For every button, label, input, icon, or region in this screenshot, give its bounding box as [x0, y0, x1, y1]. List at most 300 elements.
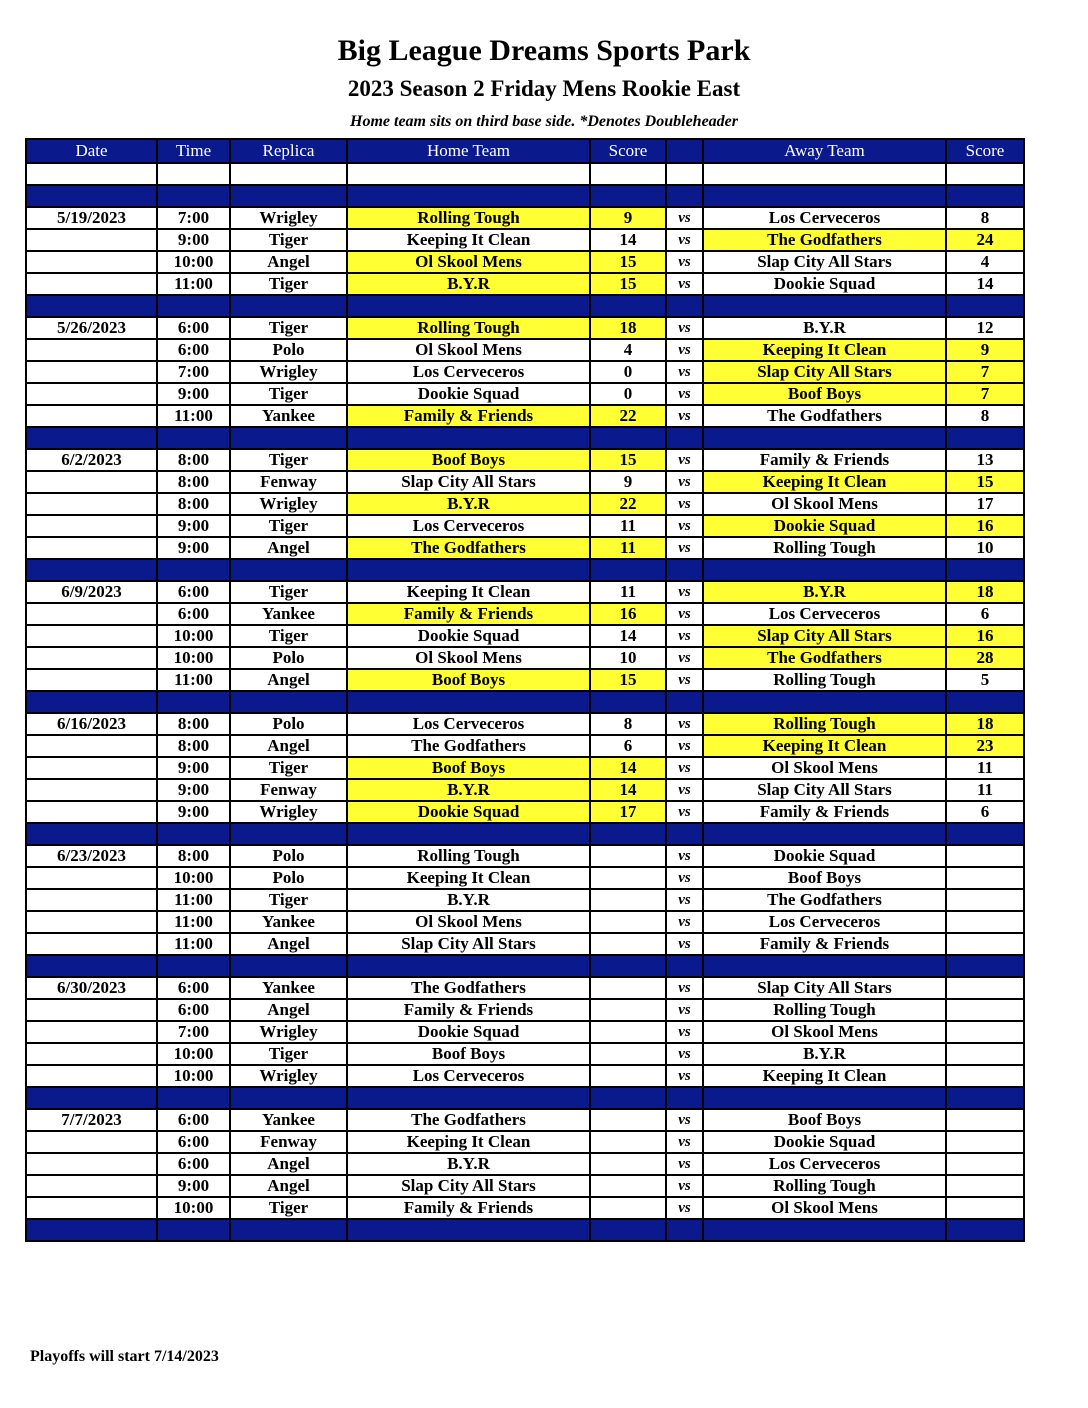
game-row: [26, 537, 1024, 559]
separator-cell: [347, 823, 590, 845]
home-score: 18: [590, 317, 666, 339]
game-date: 6/16/2023: [26, 713, 157, 735]
empty-cell: [157, 163, 230, 185]
vs-label: vs: [666, 779, 703, 801]
away-score: 15: [946, 471, 1024, 493]
game-row: [26, 229, 1024, 251]
separator-cell: [230, 955, 347, 977]
home-score: [590, 1175, 666, 1197]
game-time: 6:00: [157, 977, 230, 999]
game-date: [26, 1197, 157, 1219]
home-team: Keeping It Clean: [347, 1131, 590, 1153]
game-row: [26, 669, 1024, 691]
header-row: [26, 139, 1024, 163]
separator-row: [26, 185, 1024, 207]
game-time: 10:00: [157, 1197, 230, 1219]
separator-cell: [347, 427, 590, 449]
separator-cell: [590, 955, 666, 977]
separator-cell: [157, 427, 230, 449]
game-replica: Polo: [230, 713, 347, 735]
away-score: 6: [946, 603, 1024, 625]
vs-label: vs: [666, 493, 703, 515]
game-time: 7:00: [157, 207, 230, 229]
separator-cell: [26, 295, 157, 317]
col-header-vs: [666, 139, 703, 163]
away-score: 7: [946, 383, 1024, 405]
away-score: 17: [946, 493, 1024, 515]
game-replica: Tiger: [230, 581, 347, 603]
game-date: [26, 603, 157, 625]
game-date: [26, 779, 157, 801]
game-date: [26, 1065, 157, 1087]
game-replica: Angel: [230, 999, 347, 1021]
game-row: [26, 977, 1024, 999]
home-team: B.Y.R: [347, 779, 590, 801]
home-score: [590, 911, 666, 933]
game-row: [26, 1065, 1024, 1087]
game-time: 6:00: [157, 581, 230, 603]
game-replica: Fenway: [230, 779, 347, 801]
game-row: [26, 405, 1024, 427]
game-time: 6:00: [157, 1131, 230, 1153]
home-score: 14: [590, 779, 666, 801]
game-date: [26, 251, 157, 273]
separator-cell: [347, 185, 590, 207]
game-date: 5/19/2023: [26, 207, 157, 229]
separator-cell: [230, 185, 347, 207]
game-row: [26, 867, 1024, 889]
game-time: 11:00: [157, 911, 230, 933]
separator-cell: [703, 955, 946, 977]
empty-cell: [230, 163, 347, 185]
col-header-replica: Replica: [230, 139, 347, 163]
separator-cell: [26, 691, 157, 713]
separator-row: [26, 559, 1024, 581]
home-score: [590, 1109, 666, 1131]
game-replica: Angel: [230, 735, 347, 757]
separator-cell: [946, 823, 1024, 845]
away-score: 5: [946, 669, 1024, 691]
separator-cell: [946, 559, 1024, 581]
home-score: 0: [590, 361, 666, 383]
home-team: Family & Friends: [347, 603, 590, 625]
vs-label: vs: [666, 1175, 703, 1197]
game-time: 11:00: [157, 273, 230, 295]
separator-cell: [590, 295, 666, 317]
away-team: Dookie Squad: [703, 845, 946, 867]
game-replica: Tiger: [230, 889, 347, 911]
game-row: [26, 1043, 1024, 1065]
game-time: 9:00: [157, 1175, 230, 1197]
vs-label: vs: [666, 273, 703, 295]
vs-label: vs: [666, 1109, 703, 1131]
game-row: [26, 779, 1024, 801]
game-replica: Yankee: [230, 911, 347, 933]
away-team: Boof Boys: [703, 867, 946, 889]
game-replica: Angel: [230, 537, 347, 559]
game-replica: Tiger: [230, 515, 347, 537]
vs-label: vs: [666, 229, 703, 251]
home-team: Los Cerveceros: [347, 361, 590, 383]
col-header-away-team: Away Team: [703, 139, 946, 163]
separator-row: [26, 691, 1024, 713]
vs-label: vs: [666, 471, 703, 493]
away-score: 4: [946, 251, 1024, 273]
away-score: 13: [946, 449, 1024, 471]
game-row: [26, 735, 1024, 757]
home-score: 11: [590, 537, 666, 559]
away-score: [946, 911, 1024, 933]
home-score: [590, 999, 666, 1021]
away-team: Ol Skool Mens: [703, 757, 946, 779]
away-score: [946, 867, 1024, 889]
game-replica: Tiger: [230, 1043, 347, 1065]
game-replica: Tiger: [230, 229, 347, 251]
separator-cell: [347, 1219, 590, 1241]
home-score: 22: [590, 405, 666, 427]
vs-label: vs: [666, 977, 703, 999]
away-team: Ol Skool Mens: [703, 1021, 946, 1043]
game-date: [26, 999, 157, 1021]
game-date: [26, 339, 157, 361]
home-team: B.Y.R: [347, 889, 590, 911]
home-score: [590, 977, 666, 999]
home-score: 15: [590, 251, 666, 273]
away-team: Family & Friends: [703, 801, 946, 823]
away-score: 16: [946, 625, 1024, 647]
separator-cell: [703, 559, 946, 581]
game-time: 11:00: [157, 405, 230, 427]
game-date: [26, 229, 157, 251]
vs-label: vs: [666, 1021, 703, 1043]
game-time: 6:00: [157, 603, 230, 625]
game-replica: Fenway: [230, 471, 347, 493]
away-team: Ol Skool Mens: [703, 493, 946, 515]
game-replica: Wrigley: [230, 1021, 347, 1043]
home-team: Ol Skool Mens: [347, 339, 590, 361]
away-team: Dookie Squad: [703, 1131, 946, 1153]
separator-cell: [703, 1219, 946, 1241]
home-score: 10: [590, 647, 666, 669]
vs-label: vs: [666, 867, 703, 889]
game-time: 9:00: [157, 229, 230, 251]
separator-cell: [230, 1087, 347, 1109]
away-team: Los Cerveceros: [703, 207, 946, 229]
game-time: 10:00: [157, 647, 230, 669]
game-row: [26, 383, 1024, 405]
home-team: Dookie Squad: [347, 625, 590, 647]
home-team: Slap City All Stars: [347, 933, 590, 955]
separator-cell: [26, 1087, 157, 1109]
away-team: Keeping It Clean: [703, 471, 946, 493]
away-team: B.Y.R: [703, 581, 946, 603]
empty-cell: [666, 163, 703, 185]
home-score: 15: [590, 273, 666, 295]
away-score: 11: [946, 779, 1024, 801]
game-row: [26, 1175, 1024, 1197]
vs-label: vs: [666, 999, 703, 1021]
away-team: Rolling Tough: [703, 999, 946, 1021]
game-row: [26, 625, 1024, 647]
game-row: [26, 801, 1024, 823]
game-time: 8:00: [157, 713, 230, 735]
home-team: Dookie Squad: [347, 801, 590, 823]
separator-cell: [703, 1087, 946, 1109]
vs-label: vs: [666, 449, 703, 471]
game-row: [26, 251, 1024, 273]
page-title: Big League Dreams Sports Park: [337, 34, 751, 67]
game-time: 11:00: [157, 933, 230, 955]
home-score: 11: [590, 581, 666, 603]
game-time: 10:00: [157, 625, 230, 647]
vs-label: vs: [666, 713, 703, 735]
home-score: 17: [590, 801, 666, 823]
away-team: Keeping It Clean: [703, 1065, 946, 1087]
home-team: Rolling Tough: [347, 317, 590, 339]
away-team: Slap City All Stars: [703, 251, 946, 273]
separator-row: [26, 295, 1024, 317]
game-time: 11:00: [157, 669, 230, 691]
game-replica: Polo: [230, 845, 347, 867]
separator-cell: [230, 1219, 347, 1241]
game-time: 9:00: [157, 537, 230, 559]
game-date: [26, 471, 157, 493]
game-row: [26, 273, 1024, 295]
game-time: 8:00: [157, 735, 230, 757]
separator-cell: [946, 1219, 1024, 1241]
home-team: Boof Boys: [347, 449, 590, 471]
game-time: 7:00: [157, 361, 230, 383]
away-score: 8: [946, 207, 1024, 229]
away-score: [946, 933, 1024, 955]
separator-cell: [157, 185, 230, 207]
away-team: Los Cerveceros: [703, 1153, 946, 1175]
game-time: 10:00: [157, 1065, 230, 1087]
home-team: Boof Boys: [347, 757, 590, 779]
col-header-date: Date: [26, 139, 157, 163]
home-score: 4: [590, 339, 666, 361]
game-replica: Wrigley: [230, 801, 347, 823]
vs-label: vs: [666, 405, 703, 427]
game-row: [26, 1197, 1024, 1219]
game-row: [26, 339, 1024, 361]
separator-cell: [347, 1087, 590, 1109]
home-team: B.Y.R: [347, 493, 590, 515]
away-score: 18: [946, 713, 1024, 735]
home-score: 9: [590, 207, 666, 229]
separator-cell: [26, 559, 157, 581]
game-row: [26, 889, 1024, 911]
separator-cell: [666, 1087, 703, 1109]
game-replica: Polo: [230, 647, 347, 669]
home-team: Rolling Tough: [347, 845, 590, 867]
game-replica: Polo: [230, 339, 347, 361]
vs-label: vs: [666, 911, 703, 933]
home-team: Ol Skool Mens: [347, 647, 590, 669]
away-score: [946, 1175, 1024, 1197]
away-score: 23: [946, 735, 1024, 757]
game-time: 6:00: [157, 999, 230, 1021]
vs-label: vs: [666, 1131, 703, 1153]
away-score: [946, 845, 1024, 867]
game-date: 5/26/2023: [26, 317, 157, 339]
game-row: [26, 515, 1024, 537]
away-score: [946, 999, 1024, 1021]
game-date: [26, 1153, 157, 1175]
game-row: [26, 1131, 1024, 1153]
game-date: [26, 537, 157, 559]
separator-row: [26, 1219, 1024, 1241]
away-team: Slap City All Stars: [703, 625, 946, 647]
vs-label: vs: [666, 647, 703, 669]
away-score: [946, 1131, 1024, 1153]
vs-label: vs: [666, 207, 703, 229]
vs-label: vs: [666, 889, 703, 911]
vs-label: vs: [666, 669, 703, 691]
away-score: 11: [946, 757, 1024, 779]
home-score: 15: [590, 669, 666, 691]
separator-cell: [157, 691, 230, 713]
home-score: 14: [590, 757, 666, 779]
vs-label: vs: [666, 801, 703, 823]
vs-label: vs: [666, 339, 703, 361]
game-row: [26, 449, 1024, 471]
home-team: Dookie Squad: [347, 383, 590, 405]
home-team: Family & Friends: [347, 999, 590, 1021]
separator-cell: [26, 823, 157, 845]
game-row: [26, 603, 1024, 625]
game-date: [26, 867, 157, 889]
away-team: Boof Boys: [703, 1109, 946, 1131]
game-date: [26, 1043, 157, 1065]
home-team: Family & Friends: [347, 1197, 590, 1219]
game-replica: Tiger: [230, 757, 347, 779]
game-row: [26, 713, 1024, 735]
separator-cell: [157, 1219, 230, 1241]
separator-cell: [230, 295, 347, 317]
game-time: 9:00: [157, 779, 230, 801]
separator-cell: [590, 823, 666, 845]
separator-cell: [590, 559, 666, 581]
game-replica: Tiger: [230, 383, 347, 405]
separator-cell: [347, 691, 590, 713]
away-score: 12: [946, 317, 1024, 339]
separator-cell: [157, 823, 230, 845]
home-team: Los Cerveceros: [347, 713, 590, 735]
game-replica: Angel: [230, 251, 347, 273]
game-row: [26, 1021, 1024, 1043]
game-time: 8:00: [157, 493, 230, 515]
page-subtitle: 2023 Season 2 Friday Mens Rookie East: [347, 76, 741, 101]
home-team: Ol Skool Mens: [347, 911, 590, 933]
home-team: Slap City All Stars: [347, 471, 590, 493]
away-score: 9: [946, 339, 1024, 361]
game-date: [26, 383, 157, 405]
game-date: [26, 493, 157, 515]
home-score: [590, 1021, 666, 1043]
game-time: 6:00: [157, 339, 230, 361]
empty-cell: [26, 163, 157, 185]
game-date: [26, 1021, 157, 1043]
separator-cell: [347, 559, 590, 581]
separator-cell: [26, 185, 157, 207]
game-replica: Wrigley: [230, 493, 347, 515]
col-header-home-team: Home Team: [347, 139, 590, 163]
separator-cell: [666, 427, 703, 449]
game-time: 8:00: [157, 471, 230, 493]
home-team: Los Cerveceros: [347, 515, 590, 537]
game-replica: Tiger: [230, 449, 347, 471]
separator-cell: [666, 559, 703, 581]
separator-cell: [26, 427, 157, 449]
home-score: 0: [590, 383, 666, 405]
home-score: 14: [590, 229, 666, 251]
home-team: Rolling Tough: [347, 207, 590, 229]
separator-cell: [157, 295, 230, 317]
away-team: Slap City All Stars: [703, 361, 946, 383]
home-team: Dookie Squad: [347, 1021, 590, 1043]
away-team: Keeping It Clean: [703, 339, 946, 361]
game-time: 9:00: [157, 757, 230, 779]
away-score: [946, 1043, 1024, 1065]
away-score: 24: [946, 229, 1024, 251]
separator-row: [26, 955, 1024, 977]
separator-cell: [230, 691, 347, 713]
away-team: Los Cerveceros: [703, 603, 946, 625]
away-team: Rolling Tough: [703, 1175, 946, 1197]
vs-label: vs: [666, 933, 703, 955]
game-date: [26, 273, 157, 295]
game-date: 6/30/2023: [26, 977, 157, 999]
home-score: [590, 845, 666, 867]
home-team: B.Y.R: [347, 1153, 590, 1175]
away-team: Los Cerveceros: [703, 911, 946, 933]
home-team: The Godfathers: [347, 1109, 590, 1131]
separator-cell: [703, 295, 946, 317]
away-score: 6: [946, 801, 1024, 823]
game-row: [26, 1153, 1024, 1175]
vs-label: vs: [666, 317, 703, 339]
game-replica: Fenway: [230, 1131, 347, 1153]
game-date: [26, 933, 157, 955]
game-date: [26, 911, 157, 933]
game-time: 6:00: [157, 1153, 230, 1175]
home-team: Boof Boys: [347, 669, 590, 691]
separator-cell: [946, 691, 1024, 713]
separator-cell: [347, 955, 590, 977]
game-time: 9:00: [157, 383, 230, 405]
away-team: The Godfathers: [703, 405, 946, 427]
vs-label: vs: [666, 383, 703, 405]
page-note: Home team sits on third base side. *Denotes Doubleheader: [350, 113, 738, 130]
game-date: 7/7/2023: [26, 1109, 157, 1131]
game-date: [26, 1131, 157, 1153]
home-team: Slap City All Stars: [347, 1175, 590, 1197]
separator-cell: [666, 691, 703, 713]
vs-label: vs: [666, 537, 703, 559]
home-score: 14: [590, 625, 666, 647]
separator-cell: [666, 1219, 703, 1241]
away-team: Ol Skool Mens: [703, 1197, 946, 1219]
separator-cell: [230, 823, 347, 845]
game-date: 6/9/2023: [26, 581, 157, 603]
home-score: [590, 867, 666, 889]
game-replica: Tiger: [230, 273, 347, 295]
separator-cell: [946, 185, 1024, 207]
home-team: The Godfathers: [347, 977, 590, 999]
game-replica: Yankee: [230, 977, 347, 999]
vs-label: vs: [666, 757, 703, 779]
